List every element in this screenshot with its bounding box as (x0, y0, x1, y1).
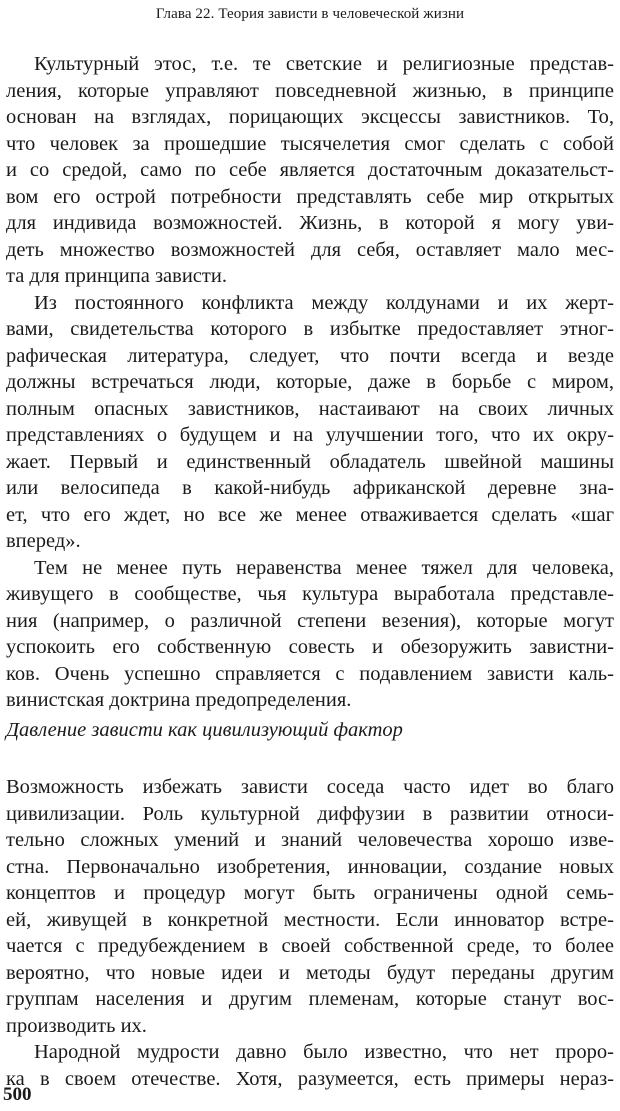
text-line: жает. Первый и единственный обладатель швейной машины (6, 450, 614, 473)
text-line: полным опасных завистников, настаивают на своих личных (6, 397, 614, 420)
text-line: живущего в сообществе, чья культура выработала представле- (6, 583, 614, 605)
text-line: ков. Очень успешно справляется с подавлением зависти каль- (6, 662, 614, 685)
text-block-main (6, 51, 614, 714)
page-number: 500 (3, 1084, 32, 1105)
text-line: вом его острой потребности представлять себе мир открытых (6, 185, 614, 208)
text-line: вами, свидетельства которого в избытке предоставляет этног- (6, 318, 614, 340)
text-line: основан на взглядах, порицающих эксцессы завистников. То, (6, 106, 614, 128)
text-line: что человек за прошедшие тысячелетия смог сделать с собой (6, 132, 614, 155)
text-line: винистская доктрина предопределения. (6, 689, 352, 711)
text-line: стна. Первоначально изобретения, инновации, создание новых (6, 855, 614, 878)
text-line: та для принципа зависти. (6, 265, 227, 287)
text-line: для индивида возможностей. Жизнь, в которой я могу уви- (6, 212, 614, 234)
text-line: ления, которые управляют повседневной жизнью, в принципе (6, 79, 614, 102)
text-block-section (6, 774, 614, 1092)
text-line: ет, что его ждет, но все же менее отваживается сделать «шаг (6, 503, 614, 526)
text-line: рафическая литература, следует, что почти всегда и везде (6, 344, 614, 367)
text-line: Возможность избежать зависти соседа часто идет во благо (6, 776, 614, 798)
running-head: Глава 22. Теория зависти в человеческой жизни (155, 6, 465, 22)
text-line: группам населения и другим племенам, которые станут вос- (6, 988, 614, 1010)
text-line: и со средой, само по себе является достаточным доказательст- (6, 159, 614, 181)
text-line: успокоить его собственную совесть и обезоружить завистни- (6, 636, 614, 658)
text-line: представлениях о будущем и на улучшении того, что их окру- (6, 424, 614, 446)
text-line: вперед». (6, 530, 81, 552)
text-line: Тем не менее путь неравенства менее тяжел для человека, (34, 556, 614, 579)
text-line: концептов и процедур могут быть ограничены одной семь- (6, 882, 614, 904)
text-line: ка в своем отечестве. Хотя, разумеется, есть примеры нераз- (6, 1067, 614, 1090)
text-line: чается с предубеждением в своей собственной среде, то более (6, 935, 614, 957)
text-line: производить их. (6, 1014, 147, 1037)
text-line: или велосипеда в какой-нибудь африканской деревне зна- (6, 477, 614, 499)
text-line: должны встречаться люди, которые, даже в борьбе с миром, (6, 371, 614, 393)
text-line: цивилизации. Роль культурной диффузии в развитии относи- (6, 802, 614, 825)
text-line: вероятно, что новые идеи и методы будут переданы другим (6, 961, 614, 984)
text-line: Культурный этос, т.е. те светские и религиозные представ- (34, 53, 614, 75)
text-line: Из постоянного конфликта между колдунами и их жерт- (34, 291, 614, 314)
text-line: ей, живущей в конкретной местности. Если инноватор встре- (6, 908, 614, 931)
text-line: Народной мудрости давно было известно, что нет проро- (34, 1041, 614, 1063)
text-line: деть множество возможностей для себя, оставляет мало мес- (6, 238, 614, 261)
text-line: тельно сложных умений и знаний человечества хорошо изве- (6, 829, 614, 851)
section-subheading: Давление зависти как цивилизующий фактор (6, 719, 403, 741)
text-line: ния (например, о различной степени везения), которые могут (6, 609, 614, 632)
